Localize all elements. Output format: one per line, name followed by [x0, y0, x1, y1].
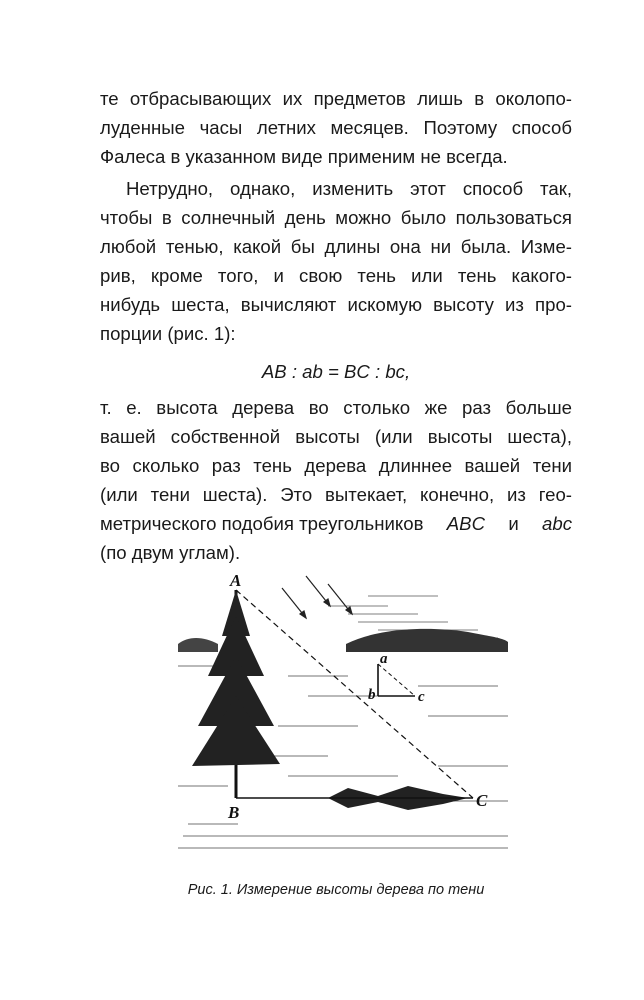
text-line: порции (рис. 1):	[100, 323, 236, 344]
text-line: чтобы в солнечный день можно было пользоваться	[100, 207, 572, 228]
text-line: во сколько раз тень дерева длиннее вашей тени	[100, 455, 572, 476]
text-line	[100, 511, 572, 537]
formula-text: AB : ab = BC : bc,	[261, 361, 411, 382]
text-line: те отбрасывающих их предметов лишь в околопо-	[100, 88, 572, 109]
text-line: вашей собственной высоты (или высоты шеста),	[100, 426, 572, 447]
sun-rays	[282, 576, 352, 618]
label-a: a	[380, 651, 388, 667]
text-line: нибудь шеста, вычисляют искомую высоту из про-	[100, 294, 572, 315]
label-b: b	[368, 687, 376, 703]
text-line: любой тенью, какой бы длины она ни была. Изме-	[100, 236, 572, 257]
triangle-abc: abc	[542, 513, 572, 534]
ray-line-AC	[236, 590, 473, 798]
proportion-formula	[100, 359, 572, 385]
text-line: Нетрудно, однако, изменить этот способ так,	[126, 178, 572, 199]
label-c: c	[418, 689, 425, 705]
label-C: C	[476, 791, 488, 810]
text-line: рив, кроме того, и свою тень или тень какого-	[100, 265, 572, 286]
text-fragment: и	[508, 513, 519, 534]
label-B: B	[228, 803, 240, 822]
triangle-ABC: ABC	[446, 513, 485, 534]
text-line: (по двум углам).	[100, 542, 241, 563]
text-line: (или тени шеста). Это вытекает, конечно, из гео-	[100, 484, 572, 505]
text-line: т. е. высота дерева во столько же раз больше	[100, 397, 572, 418]
label-A: A	[230, 571, 242, 590]
pole-ray-ac	[378, 664, 415, 696]
text-fragment: метрического подобия треугольников	[100, 513, 424, 534]
tree-height-figure	[178, 566, 508, 862]
spruce-tree	[192, 590, 280, 798]
left-hill	[178, 638, 218, 652]
figure-caption: Рис. 1. Измерение высоты дерева по тени	[187, 882, 485, 898]
text-line: луденные часы летних месяцев. Поэтому способ	[100, 117, 572, 138]
distant-hills	[346, 629, 508, 652]
text-line: Фалеса в указанном виде применим не всегда.	[100, 146, 508, 167]
